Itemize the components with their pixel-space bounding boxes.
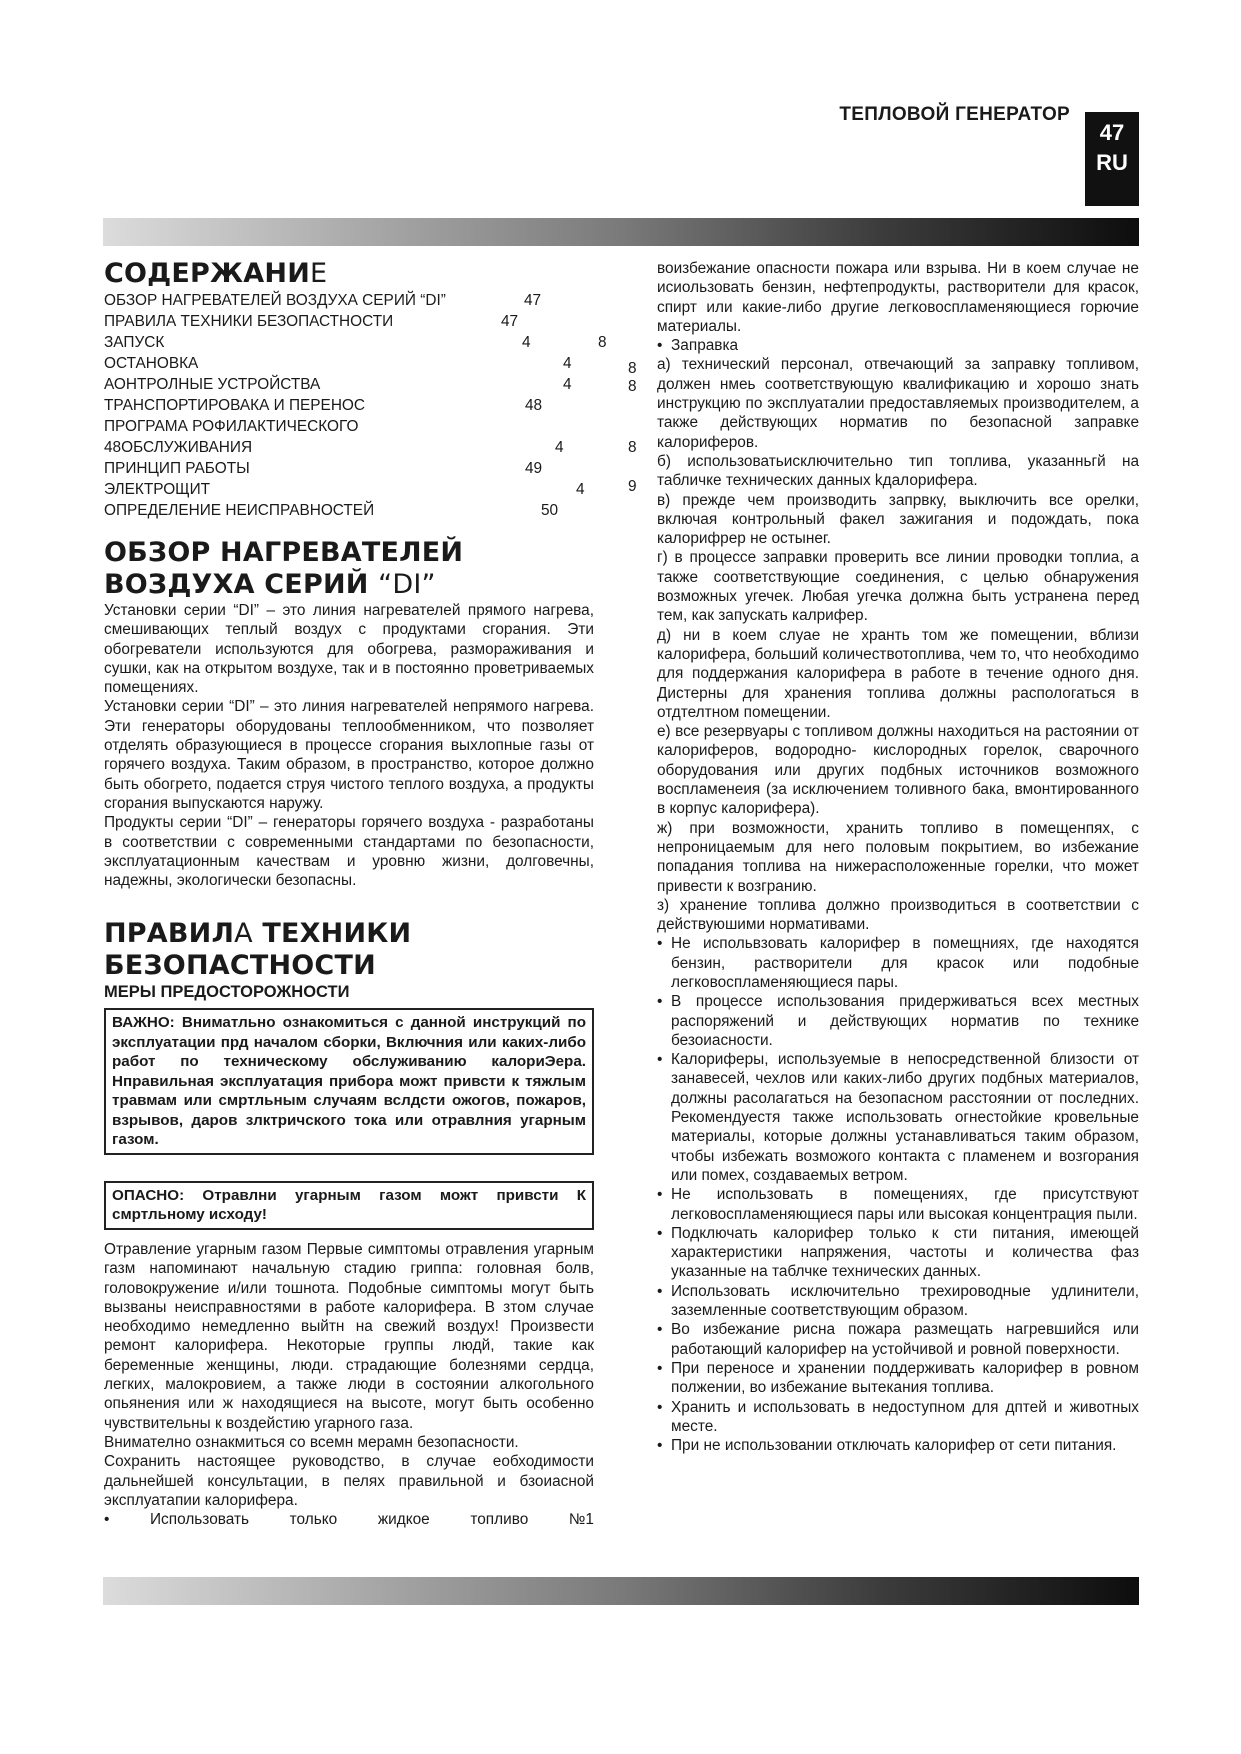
bottom-gradient-bar xyxy=(103,1577,1139,1605)
precautions-subheading: МЕРЫ ПРЕДОСТОРОЖНОСТИ xyxy=(104,983,350,1002)
top-gradient-bar xyxy=(103,218,1139,246)
toc-item[interactable]: ЗАПУСК 4 8 xyxy=(104,334,607,351)
toc-item[interactable]: 48ОБСЛУЖИВАНИЯ 4 8 xyxy=(104,439,637,456)
overview-paragraph: Установки серии “DI” – это линия нагревателей непрямого нагрева. Эти генераторы оборудованы теплообменником, что позволяет отделять образующиеся в процессе сгорания выхлопные газы от горячего воздуха. Таким образом, в пространство, которое должно быть обогрето, подается струя чистого теплого воздуха, а продукты сгорания выпускаются наружу. xyxy=(104,698,594,812)
refuel-item: в) прежде чем производить запрвку, выключить все орелки, включая контрольный факел зажигания и подождать, пока калорифрер не остынег. xyxy=(657,491,1139,548)
safety-bullet: • Подключать калорифер только к сти питания, имеющей характеристики напряжения, частоты и количества фаз указанные на таблчке технических данных. xyxy=(657,1224,1139,1282)
page-number-tab xyxy=(1085,112,1139,206)
overview-paragraph: Продукты серии “DI” – генераторы горячего воздуха - разработаны в соответствии с современными стандартами по безопасности, эксплуатационным качествам и уровню жизни, долговечны, надежны, экологически безопасны. xyxy=(104,814,594,890)
toc-heading: СОДЕРЖАНИЕ xyxy=(104,258,328,289)
overview-paragraph: Установки серии “DI” – это линия нагревателей прямого нагрева, смешивающих теплый воздух с продуктами сгорания. Эти обогреватели используются для обогрева, размораживания и сушки, как на открытом воздухе, так и в постоянно проветриваемых помещениях. xyxy=(104,602,594,697)
safety-bullet: • Калориферы, используемые в непосредственной близости от занавесей, чехлов или каких-либо других подбных материалов, должны расолагаться на безопасном расстоянии от последних. Рекомендуестя также использовать огнестойкие кровельные материалы, которые должны устанавливаться таким образом, чтобы избежать возможого контакта с пламенем и возгорания или помех, создаваемых ветром. xyxy=(657,1050,1139,1185)
toc-item[interactable]: ОПРЕДЕЛЕНИЕ НЕИСПРАВНОСТЕЙ 50 xyxy=(104,502,559,519)
safety-bullet: • При переносе и хранении поддерживать калорифер в ровном полжении, во избежание вытекания топлива. xyxy=(657,1359,1139,1398)
safety-bullet: • В процессе использования придерживаться всех местных распоряжений и действующих норматив по технике безоиасности. xyxy=(657,992,1139,1050)
overview-heading: ОБЗОР НАГРЕВАТЕЛЕЙ ВОЗДУХА СЕРИЙ “DI” xyxy=(104,537,464,600)
margin-number: 8 xyxy=(628,360,637,377)
safety-heading: ПРАВИЛА ТЕХНИКИ БЕЗОПАСТНОСТИ xyxy=(104,918,412,982)
refuel-item: ж) при возможности, хранить топливо в помещенпях, с непроницаемым для него половым покрытием, во избежание попадания топлива на нижерасположенные горелки, что может привести к возгранию. xyxy=(657,819,1139,895)
safety-paragraph: Внимателно ознакмиться со всемн мерамн безопасности. xyxy=(104,1433,519,1451)
refuel-item: г) в процессе заправки проверить все линии проводки топлиа, а также соответствующие соединения, с целью обнаружения возможных угечек. Любая угечка должна быть устранена перед тем, как запускать калрифер. xyxy=(657,549,1139,625)
toc-item[interactable]: ЭЛЕКТРОЩИТ 4 xyxy=(104,481,585,498)
refuel-item: б) использоватьисключительно тип топлива, указанньгй на табличке технических данных kдалорифера. xyxy=(657,452,1139,490)
toc-item[interactable]: ОСТАНОВКА 4 xyxy=(104,355,572,372)
refuel-item: з) хранение топлива должно производиться в соответствии с действуюшими нормативами. xyxy=(657,896,1139,934)
toc-item[interactable]: ОБЗОР НАГРЕВАТЕЛЕЙ ВОЗДУХА СЕРИЙ “DI” 47 xyxy=(104,292,542,309)
safety-bullet: • Не испольвзовать калорифер в помещниях, где находятся бензин, растворители для красок или подобные легковоспламеняющиеся пары. xyxy=(657,934,1139,992)
toc-list xyxy=(104,290,637,521)
toc-item[interactable]: ПРАВИЛА ТЕХНИКИ БЕЗОПАСТНОСТИ 47 xyxy=(104,313,519,330)
language-code: RU xyxy=(1096,150,1128,175)
left-column xyxy=(104,258,637,1529)
refuel-item: а) технический персонал, отвечающий за заправку топливом, должен нмеь соответствующую квалификацию и хорошо знать инструкцию по эксплуаталии предоставляемых производителем, а также действующих норматив по безопасной заправке калориферов. xyxy=(657,356,1139,451)
safety-bullet: • Во избежание рисна пожара размещать нагревшийся или работающий калорифер на устойчивой и ровной поверхности. xyxy=(657,1320,1139,1359)
safety-bullet: • При не использовании отключать калорифер от сети питания. xyxy=(657,1436,1139,1455)
header-title: ТЕПЛОВОЙ ГЕНЕРАТОР xyxy=(839,104,1070,125)
margin-number: 8 xyxy=(628,378,637,395)
safety-bullet: • Хранить и использовать в недоступном для дптей и животных месте. xyxy=(657,1398,1139,1437)
toc-item[interactable]: ТРАНСПОРТИРОВАКА И ПЕРЕНОС 48 xyxy=(104,397,543,414)
fire-risk-paragraph: воизбежание опасности пожара или взрыва. Ни в коем случае не исиользовать бензин, нефтепродукты, растворители для красок, спирт или какие-либо другие легковоспламеняющиеся горючие материалы. xyxy=(657,260,1139,335)
important-notice-box: ВАЖНО: Вниматльно ознакомиться с данной инструкций по эксплуатации прд началом сборки, Включния или каких-либо работ по техническому обслуживанию калориЭера. Нправильная эксплуатация прибора можт привсти к тяжлым травмам или смртльным случаям вслдсти ожогов, пожаров, взрывов, даров злктричского тока или отравлния угарным газом. xyxy=(104,1008,594,1155)
toc-item[interactable]: АОНТРОЛНЫЕ УСТРОЙСТВА 4 xyxy=(104,376,572,393)
safety-bullet: • Использовать исключительно трехироводные удлинители, заземленные соответствующим образом. xyxy=(657,1282,1139,1321)
toc-item[interactable]: ПРИНЦИП РАБОТЫ 49 xyxy=(104,460,543,477)
page-number: 47 xyxy=(1099,120,1125,145)
danger-notice-box: ОПАСНО: Отравлни угарным газом можт привсти К смртльному исходу! xyxy=(104,1181,594,1230)
refuel-item: е) все резервуары с топливом должны находиться на растоянии от калориферов, водородно- кислородных горелок, сварочного оборудования или других подбных источников возможного воспламенеия (за исключением толивного бака, вмонтированного в корпус калорифера). xyxy=(657,723,1139,818)
safety-paragraph: Отравление угарным газом Первые симптомы отравления угарным газм напоминают начальную стадию гриппа: головная болв, головокружение и/или тошнота. Подобные симптомы могут быть вызваны неисправностями в работе калорифера. В зтом случае необходимо немедленно выйтн на свежий воздух! Произвести ремонт калорифера. Некоторые группы людй, такие как беременные женщины, люди. страдающие болезнями сердца, легких, малокровием, а также люди в состоянии алкогольного опьянения или ж находящиеся на высоте, могут быть особенно чувствительны к воздейстию угарного газа. xyxy=(104,1240,594,1432)
margin-number: 9 xyxy=(628,478,637,495)
safety-paragraph: Сохранить настоящее руководство, в случае еобходимости дальнейшей консультации, в пелях правильной и бзоиасной эксплуатапии калорифера. xyxy=(104,1453,594,1509)
fuel-instruction-line: • Использовать только жидкое топливо №1 xyxy=(104,1511,594,1529)
refuel-title: • Заправка xyxy=(657,336,1139,355)
refuel-item: д) ни в коем слуае не хранть том же помещении, вблизи калорифера, больший количествотоплива, чем то, что необходимо для поддержания калорифера в работе в течение одного дня. Дистерны для хранения топлива должны распологаться в отдтелтном помещении. xyxy=(657,626,1139,721)
right-column xyxy=(657,259,1139,1455)
toc-item[interactable]: ПРОГРАМА РОФИЛАКТИЧЕСКОГО xyxy=(104,418,359,435)
safety-bullet: • Не использовать в помещениях, где присутствуют легковоспламеняющиеся пары или высокая концентрация пыли. xyxy=(657,1185,1139,1224)
